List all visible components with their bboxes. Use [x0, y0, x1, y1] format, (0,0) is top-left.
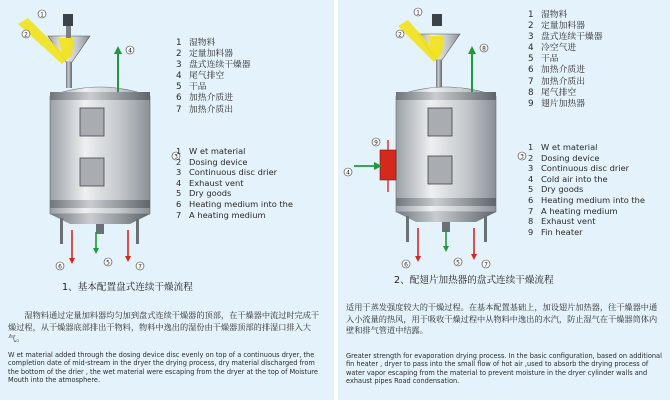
description-en-fin: Greater strength for evaporation drying process. In the basic configuration, based on additional fin heater , dryer to pass into the small flow of hot air ,used to absorb the drying process of water vapor escaping from the material to prevent moisture in the dryer cylinder walls and exhaust pipes Road condensation. [346, 352, 662, 386]
legend-zh-fin [528, 10, 603, 110]
callout-2 [396, 30, 404, 39]
callout-5 [104, 258, 112, 267]
legend-item: 9 Fin heater [528, 226, 583, 237]
disc-dryer-body [396, 87, 496, 212]
svg-text:6: 6 [58, 263, 62, 271]
legend-zh-basic [176, 38, 251, 116]
svg-text:9: 9 [374, 139, 378, 147]
callout-7 [136, 262, 144, 271]
legend-item: 2 定量加料器 [176, 49, 233, 60]
legend-item: 3 Continuous disc drier [176, 167, 278, 178]
figure-caption-basic: 1、基本配置盘式连续干燥流程 [62, 282, 193, 293]
callout-6 [402, 260, 410, 269]
inspection-window-lower [80, 158, 104, 186]
legend-item: 4 Exhaust vent [176, 177, 244, 188]
legend-item: 3 Continuous disc drier [528, 163, 630, 174]
inspection-window-lower [428, 156, 452, 184]
legend-en-basic [176, 146, 293, 220]
legend-item: 1 湿物料 [528, 10, 568, 20]
callout-7 [482, 260, 490, 269]
callout-8 [480, 44, 488, 53]
legend-item: 8 尾气排空 [528, 87, 577, 98]
legend-item: 4 尾气排空 [176, 71, 225, 82]
svg-text:4: 4 [128, 47, 132, 55]
legend-item: 5 干品 [176, 82, 207, 93]
description-en-basic: W et material added through the dosing device disc evenly on top of a continuous dryer, the completion date of mid-stream in the dryer the drying process, dry material discharged from the bottom of the drier , the wet material were escaping from the dryer at the top of Moisture Mouth into the atmosphere. [8, 351, 318, 385]
figure-caption-fin: 2、配翅片加热器的盘式连续干燥流程 [394, 275, 554, 286]
callout-4 [344, 168, 352, 177]
legend-item: 7 加热介质出 [528, 76, 585, 87]
legend-item: 7 加热介质出 [176, 104, 233, 115]
callout-3 [518, 152, 526, 161]
panel-fin-heater-config [338, 0, 670, 400]
callout-1 [414, 8, 422, 17]
svg-text:6: 6 [404, 261, 408, 269]
svg-text:7: 7 [484, 261, 488, 269]
legend-item: 1 湿物料 [176, 38, 216, 48]
legend-item: 8 Exhaust vent [528, 216, 596, 227]
svg-text:1: 1 [416, 9, 420, 17]
svg-text:5: 5 [456, 259, 460, 267]
inspection-window-upper [428, 108, 452, 136]
svg-text:2: 2 [398, 31, 402, 39]
panel-basic-config [0, 0, 334, 400]
fin-heater [380, 150, 396, 180]
legend-item: 5 干品 [528, 54, 559, 65]
svg-text:5: 5 [106, 259, 110, 267]
legend-item: 3 盘式连续干燥器 [528, 32, 603, 43]
svg-text:2: 2 [24, 31, 28, 39]
callout-6 [56, 262, 64, 271]
description-zh-basic: 湿物料通过定量加料器均匀加到盘式连续干燥器的顶部，在干燥器中流过时完成干燥过程，从干燥器底部排出干物料，物料中逸出的湿份由干燥器顶部的排湿口排入大气。 [8, 310, 320, 343]
legend-item: 1 W et material [176, 146, 246, 156]
disc-dryer-body [50, 87, 150, 214]
motor [63, 14, 73, 26]
inspection-window-upper [80, 108, 104, 136]
legend-en-fin [528, 142, 645, 237]
legend-item: 6 加热介质进 [176, 93, 233, 104]
callout-5 [454, 258, 462, 267]
legend-item: 6 加热介质进 [528, 65, 585, 76]
legend-item: 3 盘式连续干燥器 [176, 60, 251, 71]
legend-item: 7 A heating medium [176, 209, 266, 220]
motor [432, 14, 442, 26]
svg-text:1: 1 [40, 11, 44, 19]
svg-text:8: 8 [482, 45, 486, 53]
legend-item: 6 Heating medium into the [528, 194, 646, 205]
legend-item: 7 A heating medium [528, 205, 618, 216]
legend-item: 4 冷空气进 [528, 43, 577, 54]
svg-text:4: 4 [346, 169, 350, 177]
exhaust-arrow-icon [468, 46, 476, 54]
legend-item: 5 Dry goods [176, 188, 232, 199]
legend-item: 6 Heating medium into the [176, 198, 294, 209]
legend-item: 1 W et material [528, 142, 598, 152]
legend-item: 9 翅片加热器 [528, 98, 585, 109]
callout-9 [372, 138, 380, 147]
dryer-diagram-basic [0, 0, 334, 280]
legend-item: 2 定量加料器 [528, 21, 585, 32]
callout-4 [126, 46, 134, 55]
svg-text:3: 3 [520, 153, 524, 161]
legend-item: 5 Dry goods [528, 184, 584, 195]
legend-item: 4 Cold air into the [528, 173, 608, 184]
svg-text:3: 3 [174, 153, 178, 161]
callout-2 [22, 30, 30, 39]
svg-text:7: 7 [138, 263, 142, 271]
description-zh-fin: 适用于蒸发强度较大的干燥过程。在基本配置基础上，加设翅片加热器，往干燥器中通入小流量的热风，用于吸收干燥过程中从物料中逸出的水汽，防止湿气在干燥器筒体内壁和排气管道中结露。 [346, 302, 658, 335]
dryer-diagram-fin-heater [338, 0, 670, 280]
legend-item: 2 Dosing device [528, 152, 600, 163]
exhaust-arrow-icon [114, 46, 122, 54]
legend-item: 2 Dosing device [176, 156, 248, 167]
callout-1 [38, 10, 46, 19]
